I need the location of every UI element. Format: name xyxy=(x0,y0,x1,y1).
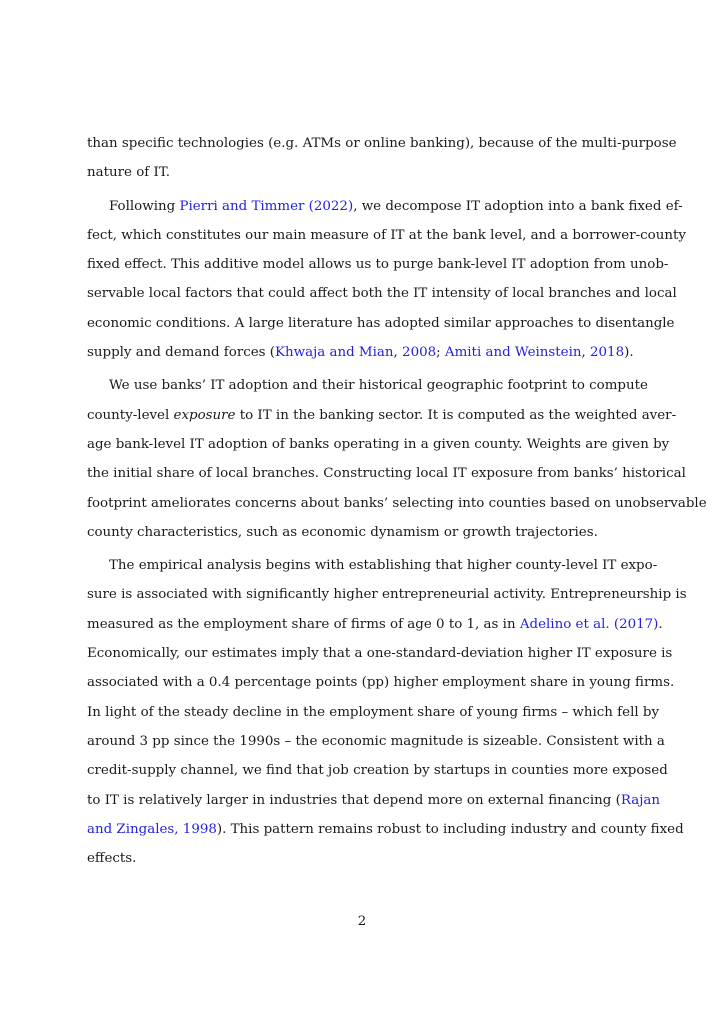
text-line: than specific technologies (e.g. ATMs or online banking), because of the multi-purpose xyxy=(87,136,677,151)
text-line: servable local factors that could affect both the IT intensity of local branches and local xyxy=(87,286,677,302)
text-line: the initial share of local branches. Constructing local IT exposure from banks’ historical xyxy=(87,466,686,482)
citation-link[interactable]: Adelino et al. (2017) xyxy=(519,616,659,632)
text-line: Following Pierri and Timmer (2022), we decompose IT adoption into a bank fixed ef- xyxy=(109,198,683,214)
text-line: Economically, our estimates imply that a one-standard-deviation higher IT exposure is xyxy=(87,646,673,662)
text-line: measured as the employment share of firms of age 0 to 1, as in Adelino et al. (2017). xyxy=(87,616,663,632)
text-line: sure is associated with significantly higher entrepreneurial activity. Entrepreneurship is xyxy=(87,587,687,603)
paragraph-4 xyxy=(87,551,687,873)
emphasized-term: exposure xyxy=(173,407,236,423)
text-line: In light of the steady decline in the employment share of young firms – which fell by xyxy=(87,704,660,720)
citation-link[interactable]: Khwaja and Mian xyxy=(275,345,394,361)
page-number: 2 xyxy=(357,914,367,929)
body-text xyxy=(87,129,707,873)
text-line: around 3 pp since the 1990s – the economic magnitude is sizeable. Consistent with a xyxy=(87,733,665,749)
text-line: economic conditions. A large literature has adopted similar approaches to disentangle xyxy=(87,315,675,331)
paragraph-2 xyxy=(87,192,686,368)
citation-link[interactable]: Rajan xyxy=(620,792,660,808)
text-line: effects. xyxy=(87,851,137,867)
text-line: associated with a 0.4 percentage points (pp) higher employment share in young firms. xyxy=(87,675,675,691)
text-line: footprint ameliorates concerns about banks’ selecting into counties based on unobservable xyxy=(87,495,707,511)
citation-year-link[interactable]: 2018 xyxy=(590,345,625,361)
citation-link[interactable]: Amiti and Weinstein xyxy=(444,345,582,361)
text-line: The empirical analysis begins with establishing that higher county-level IT expo- xyxy=(109,558,658,574)
paragraph-1 xyxy=(87,129,677,188)
text-line: We use banks’ IT adoption and their historical geographic footprint to compute xyxy=(109,378,648,394)
text-line: fixed effect. This additive model allows us to purge bank-level IT adoption from unob- xyxy=(87,257,669,273)
text-line: fect, which constitutes our main measure of IT at the bank level, and a borrower-county xyxy=(87,227,686,243)
text-line: to IT is relatively larger in industries that depend more on external financing (Rajan xyxy=(87,792,660,808)
text-line: and Zingales, 1998). This pattern remains robust to including industry and county fixed xyxy=(87,821,684,837)
citation-link[interactable]: Pierri and Timmer (2022) xyxy=(179,198,354,214)
text-line: credit-supply channel, we find that job creation by startups in counties more exposed xyxy=(87,763,668,779)
paragraph-3 xyxy=(87,371,707,547)
text-line: supply and demand forces (Khwaja and Mian, 2008; Amiti and Weinstein, 2018). xyxy=(87,345,634,361)
text-line: county-level exposure to IT in the banking sector. It is computed as the weighted aver- xyxy=(87,407,677,423)
text-line: nature of IT. xyxy=(87,165,170,181)
text-line: age bank-level IT adoption of banks operating in a given county. Weights are given by xyxy=(87,436,670,452)
text-line: county characteristics, such as economic dynamism or growth trajectories. xyxy=(87,524,598,540)
citation-link[interactable]: and Zingales, 1998 xyxy=(87,821,217,837)
citation-year-link[interactable]: 2008 xyxy=(402,345,437,361)
